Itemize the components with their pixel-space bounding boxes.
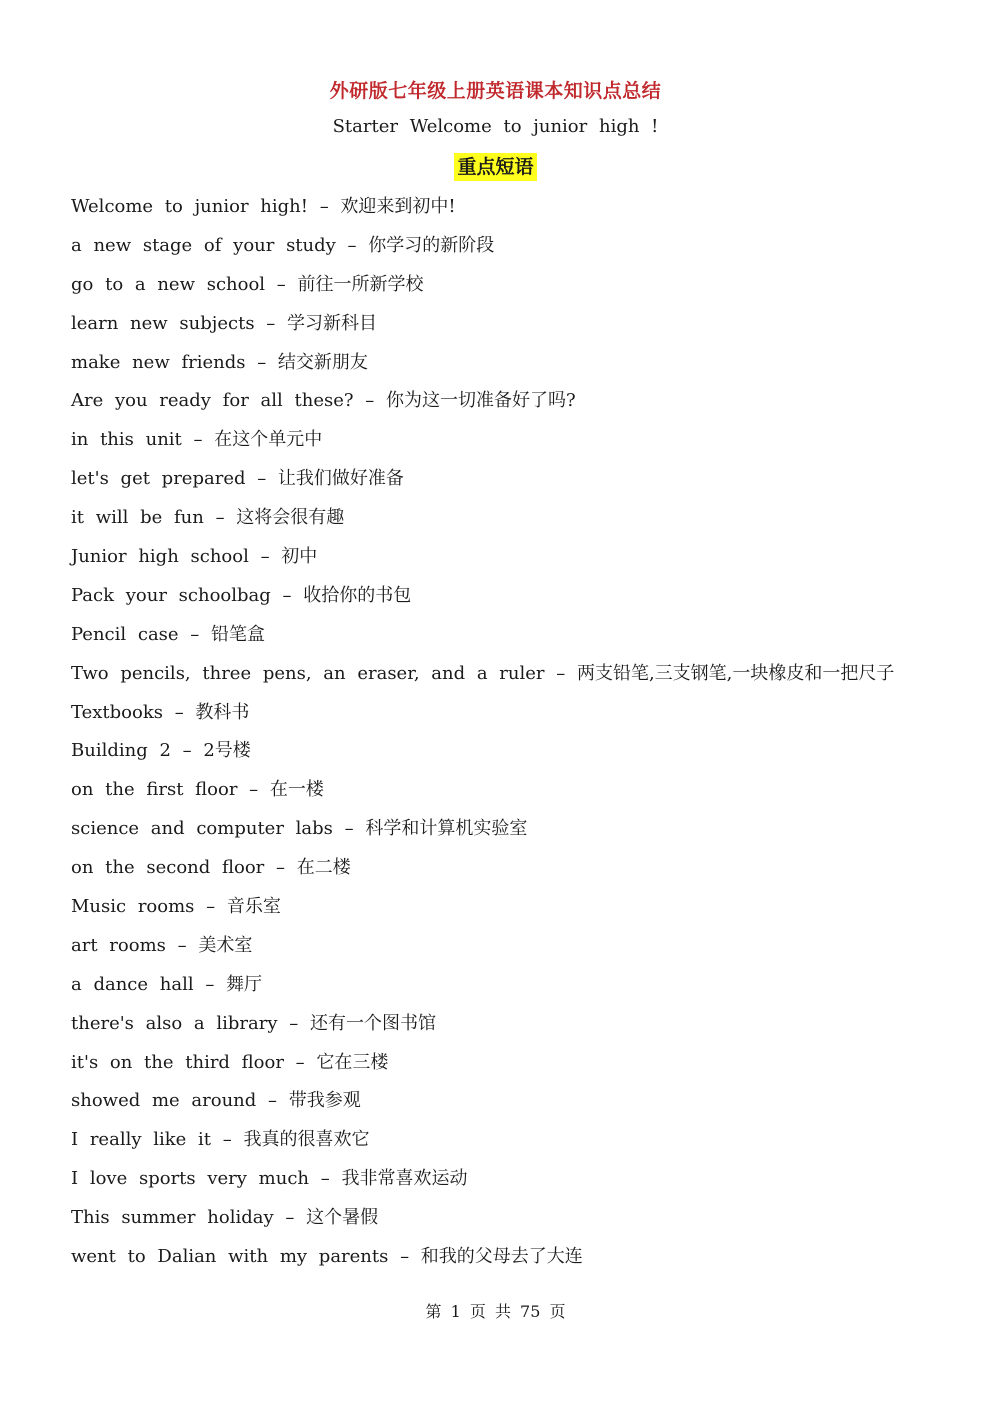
phrase-row: Welcome to junior high! – 欢迎来到初中! (71, 196, 456, 217)
phrase-row: it's on the third floor – 它在三楼 (71, 1051, 389, 1073)
phrase-row: in this unit – 在这个单元中 (71, 429, 323, 451)
phrase-row: I really like it – 我真的很喜欢它 (71, 1129, 370, 1151)
phrase-row: go to a new school – 前往一所新学校 (71, 273, 424, 295)
phrase-row: I love sports very much – 我非常喜欢运动 (71, 1168, 468, 1190)
document-title: 外研版七年级上册英语课本知识点总结 (329, 80, 662, 102)
phrase-row: art rooms – 美术室 (71, 934, 253, 956)
phrase-list (71, 192, 951, 1281)
phrase-row: Textbooks – 教科书 (71, 701, 250, 723)
phrase-row: it will be fun – 这将会很有趣 (71, 507, 345, 529)
unit-subtitle: Starter Welcome to junior high ! (332, 116, 659, 137)
phrase-row: Music rooms – 音乐室 (71, 896, 281, 918)
section-heading-wrap (0, 153, 991, 181)
phrase-row: a dance hall – 舞厅 (71, 973, 263, 995)
phrase-row: make new friends – 结交新朋友 (71, 351, 368, 373)
phrase-row: Pencil case – 铅笔盒 (71, 623, 266, 645)
phrase-row: there's also a library – 还有一个图书馆 (71, 1012, 436, 1034)
phrase-row: Building 2 – 2号楼 (71, 740, 251, 762)
phrase-row: Pack your schoolbag – 收拾你的书包 (71, 584, 412, 606)
phrase-row: let's get prepared – 让我们做好准备 (71, 468, 404, 490)
phrase-row: Junior high school – 初中 (71, 546, 318, 568)
phrase-row: a new stage of your study – 你学习的新阶段 (71, 234, 495, 256)
section-heading-highlighted: 重点短语 (454, 153, 536, 181)
phrase-row: learn new subjects – 学习新科目 (71, 312, 378, 334)
phrase-row: Two pencils, three pens, an eraser, and a ruler – 两支铅笔,三支钢笔,一块橡皮和一把尺子 (71, 662, 895, 684)
phrase-row: went to Dalian with my parents – 和我的父母去了大连 (71, 1246, 583, 1268)
phrase-row: Are you ready for all these? – 你为这一切准备好了吗? (71, 390, 576, 412)
phrase-row: showed me around – 带我参观 (71, 1090, 361, 1112)
phrase-row: on the second floor – 在二楼 (71, 857, 351, 879)
phrase-row: This summer holiday – 这个暑假 (71, 1207, 379, 1229)
phrase-row: on the first floor – 在一楼 (71, 779, 324, 801)
page-number-footer: 第 1 页 共 75 页 (425, 1302, 566, 1321)
phrase-row: science and computer labs – 科学和计算机实验室 (71, 818, 528, 840)
